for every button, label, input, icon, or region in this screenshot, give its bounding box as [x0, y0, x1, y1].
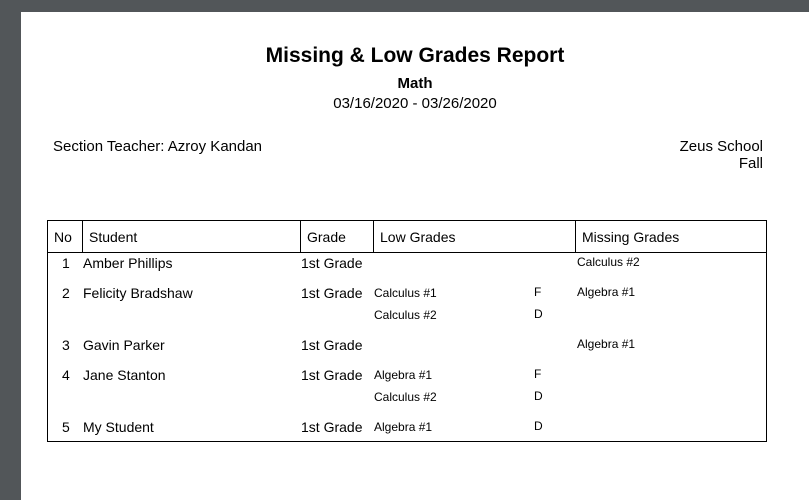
- grades-table: [47, 220, 767, 442]
- section-teacher: Section Teacher: Azroy Kandan: [53, 138, 263, 155]
- row-number: 3: [62, 337, 70, 353]
- student-name: My Student: [83, 419, 154, 435]
- student-grade: 1st Grade: [301, 367, 363, 383]
- missing-grade-assignment: Algebra #1: [577, 285, 636, 299]
- table-header: [48, 221, 766, 253]
- low-grade-assignment: Calculus #2: [374, 390, 437, 404]
- header-no: No: [54, 229, 72, 245]
- student-name: Felicity Bradshaw: [83, 285, 193, 301]
- row-number: 2: [62, 285, 70, 301]
- student-grade: 1st Grade: [301, 285, 363, 301]
- low-grade-assignment: Calculus #2: [374, 308, 437, 322]
- student-name: Gavin Parker: [83, 337, 165, 353]
- report-title: Missing & Low Grades Report: [265, 44, 565, 67]
- student-name: Amber Phillips: [83, 255, 173, 271]
- row-number: 5: [62, 419, 70, 435]
- low-grade-assignment: Calculus #1: [374, 286, 437, 300]
- low-grade-mark: D: [534, 389, 543, 403]
- term-name: Fall: [738, 155, 763, 172]
- student-grade: 1st Grade: [301, 255, 363, 271]
- report-page: [21, 12, 809, 500]
- row-number: 1: [62, 255, 70, 271]
- low-grade-assignment: Algebra #1: [374, 368, 433, 382]
- header-missing-grades: Missing Grades: [575, 221, 766, 252]
- school-name: Zeus School: [679, 138, 763, 155]
- report-date-range: 03/16/2020 - 03/26/2020: [333, 95, 497, 112]
- header-student: Student: [82, 221, 300, 252]
- low-grade-mark: F: [534, 367, 542, 381]
- student-name: Jane Stanton: [83, 367, 166, 383]
- missing-grade-assignment: Algebra #1: [577, 337, 636, 351]
- school-info: [680, 138, 763, 172]
- row-number: 4: [62, 367, 70, 383]
- missing-grade-assignment: Calculus #2: [577, 255, 640, 269]
- header-low-grades: Low Grades: [373, 221, 575, 252]
- report-subject: Math: [397, 75, 433, 92]
- header-grade: Grade: [300, 221, 373, 252]
- low-grade-mark: F: [534, 285, 542, 299]
- low-grade-assignment: Algebra #1: [374, 420, 433, 434]
- low-grade-mark: D: [534, 419, 543, 433]
- student-grade: 1st Grade: [301, 419, 363, 435]
- student-grade: 1st Grade: [301, 337, 363, 353]
- low-grade-mark: D: [534, 307, 543, 321]
